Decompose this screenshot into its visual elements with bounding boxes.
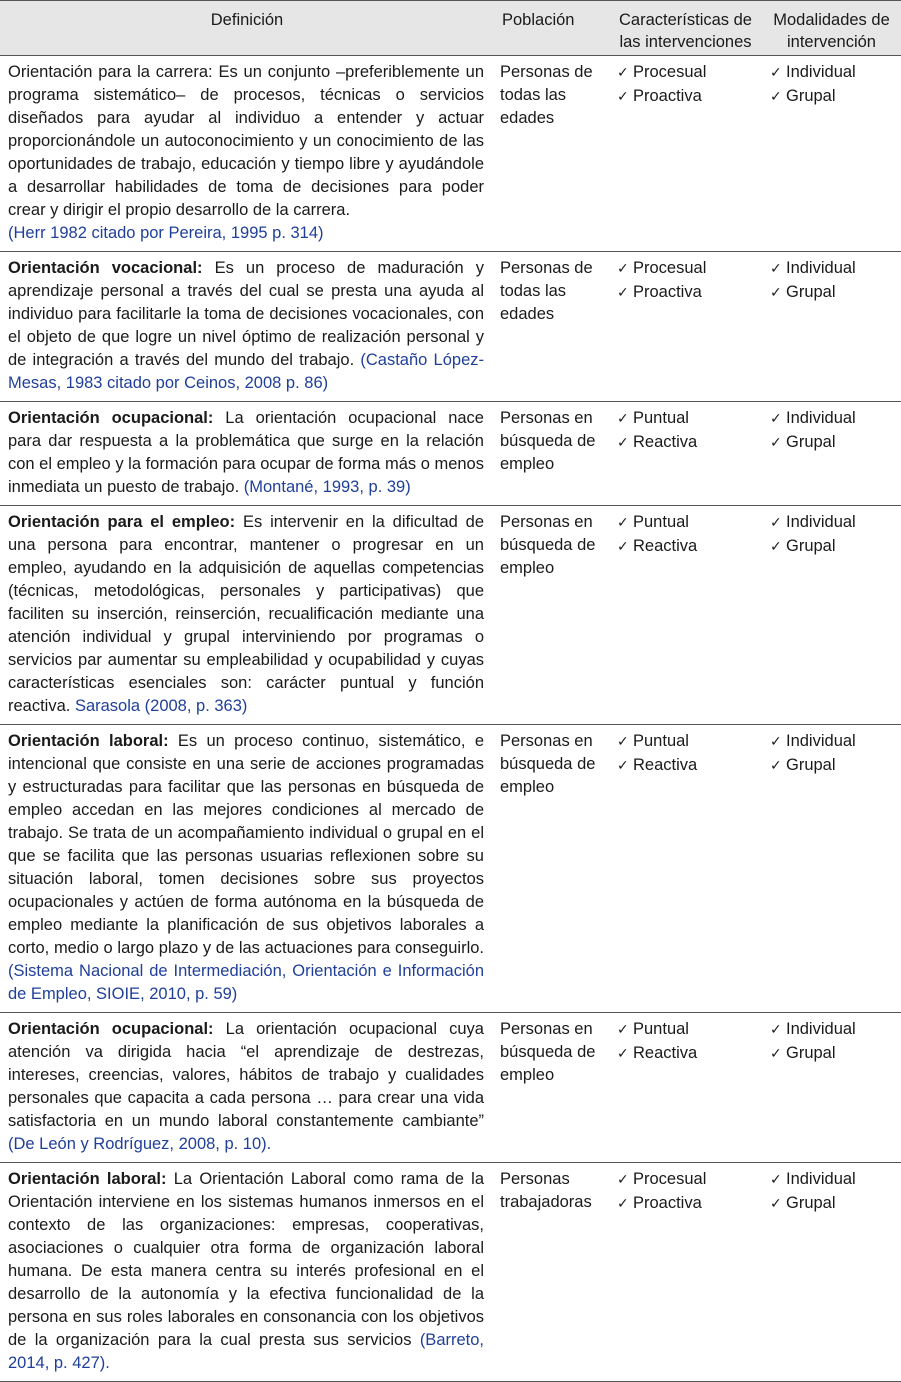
table-row [0, 252, 901, 402]
poblacion-cell: Personas en búsqueda de empleo [494, 506, 609, 725]
definition-title: Orientación ocupacional: [8, 1020, 214, 1038]
definition-text: Orientación para la carrera: Es un conjunto –preferiblemente un programa sistemático– de procesos, técnicas o servicios diseñados para ayudar al individuo a entender y actuar proporcionándole un autoconocimiento y un conocimiento de las oportunidades de trabajo, educación y tiempo libre y ayudándole a desarrollar habilidades de toma de decisiones para poder crear y dirigir el propio desarrollo de la carrera. [8, 63, 484, 219]
check-icon: ✓ [617, 1046, 629, 1062]
check-item [617, 535, 758, 559]
check-icon: ✓ [770, 89, 782, 105]
poblacion-cell: Personas de todas las edades [494, 252, 609, 402]
check-icon: ✓ [617, 1196, 629, 1212]
modalidades-cell [762, 1013, 901, 1163]
check-label: Reactiva [633, 756, 698, 774]
definition-cell [0, 725, 494, 1013]
check-item [617, 1018, 758, 1042]
modalidades-cell [762, 402, 901, 506]
caracteristicas-cell [609, 506, 762, 725]
check-icon: ✓ [770, 65, 782, 81]
citation: (De León y Rodríguez, 2008, p. 10). [8, 1135, 272, 1153]
citation: (Montané, 1993, p. 39) [243, 478, 411, 496]
table-row [0, 402, 901, 506]
caracteristicas-cell [609, 725, 762, 1013]
citation: (Barreto, 2014, p. 427). [8, 1331, 484, 1372]
check-label: Grupal [786, 537, 836, 555]
check-label: Reactiva [633, 1044, 698, 1062]
check-icon: ✓ [617, 539, 629, 555]
check-icon: ✓ [770, 1046, 782, 1062]
citation: (Sistema Nacional de Intermediación, Orientación e Información de Empleo, SIOIE, 2010, p. 59) [8, 962, 484, 1003]
check-icon: ✓ [770, 539, 782, 555]
check-item [617, 257, 758, 281]
check-item [770, 61, 897, 85]
citation: (Castaño López-Mesas, 1983 citado por Ceinos, 2008 p. 86) [8, 351, 484, 392]
check-item [770, 730, 897, 754]
check-label: Puntual [633, 409, 689, 427]
check-item [617, 754, 758, 778]
table-body [0, 56, 901, 1382]
definition-text: La Orientación Laboral como rama de la Orientación interviene en los sistemas humanos inmersos en el contexto de las organizaciones: empresas, cooperativas, asociaciones o cualquier otra forma de organización laboral humana. De esta manera centra su interés profesional en el desarrollo de la autonomía y la efectiva funcionalidad de la persona en sus roles laborales en consonancia con los objetivos de la organización para la cual presta sus servicios [8, 1170, 484, 1349]
check-icon: ✓ [617, 285, 629, 301]
check-label: Grupal [786, 756, 836, 774]
definition-text: Es intervenir en la dificultad de una persona para encontrar, mantener o progresar en un empleo, ayudando en la adquisición de aquellas competencias (técnicas, metodológicas, personales y participativas) que faciliten su inserción, reinserción, recualificación mediante una atención individual y grupal interviniendo por programas o servicios par aumentar su empleabilidad y ocupabilidad y cuyas características esenciales son: carácter puntual y función reactiva. [8, 513, 484, 715]
definition-text: Es un proceso continuo, sistemático, e intencional que consiste en una serie de acciones programadas y estructuradas para facilitar que las personas en búsqueda de empleo accedan en las mejores condiciones al mercado de trabajo. Se trata de un acompañamiento individual o grupal en el que se facilita que las personas usuarias reflexionen sobre su situación laboral, tomen decisiones sobre sus proyectos ocupacionales y actúen de forma autónoma en la búsqueda de empleo mediante la planificación de sus objetivos laborales a corto, medio o largo plazo y de las actuaciones para conseguirlo. [8, 732, 484, 957]
check-item [770, 1168, 897, 1192]
table-row [0, 1013, 901, 1163]
poblacion-cell: Personas en búsqueda de empleo [494, 402, 609, 506]
check-item [770, 535, 897, 559]
modalidades-cell [762, 1163, 901, 1382]
check-label: Proactiva [633, 283, 702, 301]
caracteristicas-cell [609, 252, 762, 402]
poblacion-cell: Personas en búsqueda de empleo [494, 725, 609, 1013]
modalidades-cell [762, 506, 901, 725]
check-label: Grupal [786, 1044, 836, 1062]
check-item [617, 511, 758, 535]
check-label: Puntual [633, 1020, 689, 1038]
poblacion-cell: Personas en búsqueda de empleo [494, 1013, 609, 1163]
check-label: Individual [786, 63, 856, 81]
check-label: Proactiva [633, 87, 702, 105]
check-icon: ✓ [770, 261, 782, 277]
check-item [617, 1168, 758, 1192]
check-label: Individual [786, 1020, 856, 1038]
check-item [770, 281, 897, 305]
check-label: Procesual [633, 259, 707, 277]
check-item [770, 407, 897, 431]
check-label: Reactiva [633, 537, 698, 555]
check-label: Individual [786, 409, 856, 427]
check-label: Individual [786, 1170, 856, 1188]
definition-cell [0, 1163, 494, 1382]
check-item [617, 1042, 758, 1066]
check-label: Puntual [633, 513, 689, 531]
header-definicion: Definición [0, 1, 494, 56]
check-icon: ✓ [617, 515, 629, 531]
citation: (Herr 1982 citado por Pereira, 1995 p. 314) [8, 224, 324, 242]
check-icon: ✓ [770, 285, 782, 301]
caracteristicas-cell [609, 402, 762, 506]
check-label: Grupal [786, 1194, 836, 1212]
caracteristicas-cell [609, 56, 762, 252]
check-item [770, 257, 897, 281]
check-icon: ✓ [617, 734, 629, 750]
check-item [770, 1018, 897, 1042]
check-label: Grupal [786, 283, 836, 301]
modalidades-cell [762, 56, 901, 252]
definition-text: La orientación ocupacional cuya atención va dirigida hacia “el aprendizaje de destrezas, intereses, creencias, valores, hábitos de trabajo y cualidades personales que capacita a cada persona … para crear una vida satisfactoria en un mundo laboral constantemente cambiante” [8, 1020, 484, 1130]
poblacion-cell: Personas trabajadoras [494, 1163, 609, 1382]
modalidades-cell [762, 252, 901, 402]
check-icon: ✓ [770, 1196, 782, 1212]
check-item [617, 61, 758, 85]
citation: Sarasola (2008, p. 363) [74, 697, 248, 715]
check-item [617, 281, 758, 305]
check-icon: ✓ [770, 1172, 782, 1188]
check-item [770, 85, 897, 109]
check-icon: ✓ [770, 435, 782, 451]
check-item [617, 730, 758, 754]
check-icon: ✓ [617, 1022, 629, 1038]
check-label: Individual [786, 513, 856, 531]
table-row [0, 506, 901, 725]
check-icon: ✓ [770, 411, 782, 427]
header-poblacion: Población [494, 1, 609, 56]
header-caracteristicas: Características de las intervenciones [609, 1, 762, 56]
check-icon: ✓ [770, 1022, 782, 1038]
check-label: Grupal [786, 433, 836, 451]
definition-cell [0, 1013, 494, 1163]
definition-cell [0, 402, 494, 506]
definition-cell [0, 252, 494, 402]
check-label: Grupal [786, 87, 836, 105]
check-icon: ✓ [617, 435, 629, 451]
check-item [770, 1042, 897, 1066]
check-item [770, 511, 897, 535]
check-icon: ✓ [770, 734, 782, 750]
table-row [0, 1163, 901, 1382]
definition-title: Orientación laboral: [8, 1170, 167, 1188]
table-row [0, 725, 901, 1013]
modalidades-cell [762, 725, 901, 1013]
check-label: Reactiva [633, 433, 698, 451]
check-icon: ✓ [617, 758, 629, 774]
check-item [617, 85, 758, 109]
caracteristicas-cell [609, 1013, 762, 1163]
table-header [0, 1, 901, 56]
definition-title: Orientación para el empleo: [8, 513, 236, 531]
header-modalidades: Modalidades de intervención [762, 1, 901, 56]
check-item [617, 407, 758, 431]
definition-title: Orientación laboral: [8, 732, 169, 750]
check-label: Individual [786, 259, 856, 277]
definition-cell [0, 56, 494, 252]
check-label: Procesual [633, 63, 707, 81]
check-item [617, 431, 758, 455]
definition-text: Es un proceso de maduración y aprendizaje personal a través del cual se presta una ayuda al individuo para facilitarle la toma de decisiones vocacionales, con el objeto de que logre un nivel óptimo de realización personal y de integración a través del mundo del trabajo. [8, 259, 484, 369]
check-label: Individual [786, 732, 856, 750]
check-item [770, 1192, 897, 1216]
table-row [0, 56, 901, 252]
check-item [770, 754, 897, 778]
definition-cell [0, 506, 494, 725]
check-icon: ✓ [617, 89, 629, 105]
definition-title: Orientación vocacional: [8, 259, 203, 277]
definition-text: La orientación ocupacional nace para dar respuesta a la problemática que surge en la relación con el empleo y la formación para ocupar de forma más o menos inmediata un puesto de trabajo. [8, 409, 484, 496]
check-label: Procesual [633, 1170, 707, 1188]
check-icon: ✓ [617, 261, 629, 277]
check-icon: ✓ [617, 1172, 629, 1188]
check-label: Puntual [633, 732, 689, 750]
check-label: Proactiva [633, 1194, 702, 1212]
check-item [770, 431, 897, 455]
check-icon: ✓ [770, 515, 782, 531]
check-icon: ✓ [617, 65, 629, 81]
definition-title: Orientación ocupacional: [8, 409, 214, 427]
check-icon: ✓ [617, 411, 629, 427]
caracteristicas-cell [609, 1163, 762, 1382]
check-icon: ✓ [770, 758, 782, 774]
check-item [617, 1192, 758, 1216]
poblacion-cell: Personas de todas las edades [494, 56, 609, 252]
